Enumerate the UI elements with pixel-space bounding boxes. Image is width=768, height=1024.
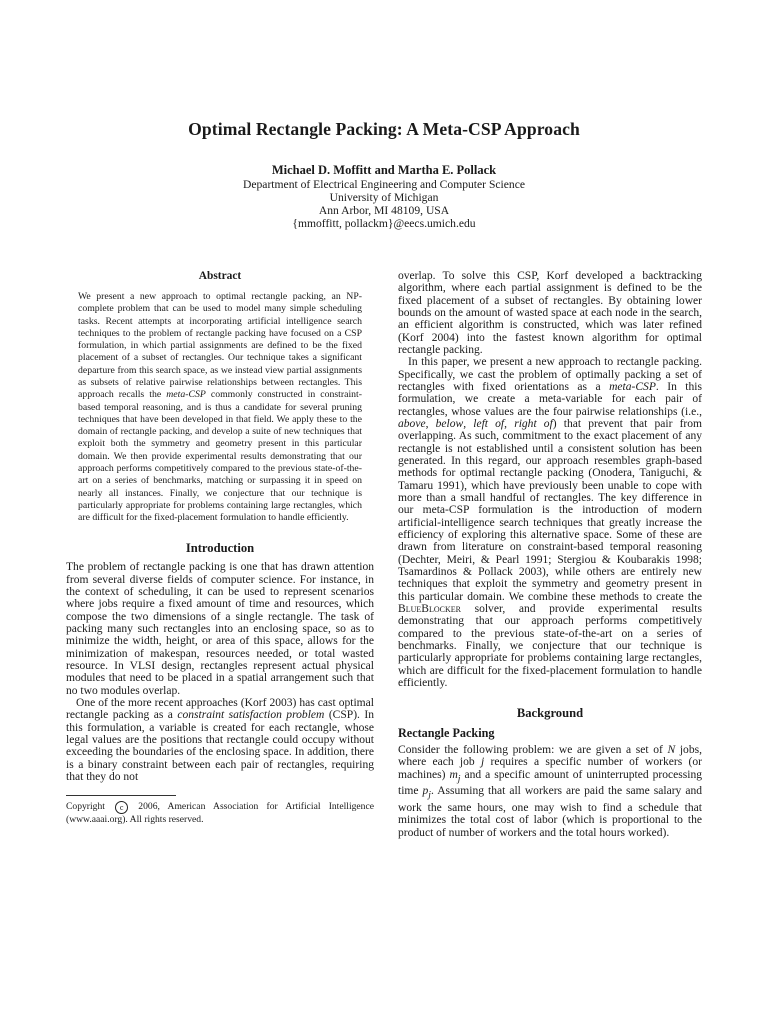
math-subscript-j: j <box>428 789 431 801</box>
intro-p3-part-d: solver, and provide experimental results demonstrating that our approach performs competitively compared to the previous state-of-the-art on a series of benchmarks. Finally, we conjecture that our technique is particularly appropriate for problems containing large rectangles, which are difficult for the fixed-placement formulation to handle efficiently. <box>398 602 702 689</box>
right-column <box>398 270 702 839</box>
intro-p3-part-c: ) that prevent that pair from overlapping. As such, commitment to the exact placement of any rectangle is not established until a consistent solution has been generated. In this regard, our approach resembles graph-based methods for optimal rectangle packing (Onodera, Taniguchi, & Tamaru 1991), which have previously been unable to cope with more than a small handful of rectangles. The key difference in our meta-CSP formulation is the introduction of modern artificial-intelligence search techniques that greatly increase the efficiency of exploring this alternative space. Some of these are drawn from literature on constraint-based temporal reasoning (Dechter, Meiri, & Pearl 1991; Stergiou & Koubarakis 1998; Tsamardinos & Pollack 2003), while others are entirely new techniques that exploit the symmetry and geometry present in this particular domain. We combine these methods to create the <box>398 417 703 603</box>
abstract-emphasis-meta-csp: meta-CSP <box>166 389 206 401</box>
math-var-p: p <box>422 785 429 798</box>
affiliation-block <box>0 178 768 230</box>
abstract-heading: Abstract <box>198 270 242 282</box>
relation-above: above <box>398 417 426 430</box>
footnote-rule <box>66 795 176 796</box>
solver-name: BlueBlocker <box>398 602 461 615</box>
affiliation-university: University of Michigan <box>329 191 439 204</box>
bg-part-b: jobs, where each job <box>398 744 702 769</box>
section-heading-background: Background <box>516 706 584 721</box>
abstract-text <box>78 291 362 524</box>
author-list: Michael D. Moffitt and Martha E. Pollack <box>271 163 497 177</box>
comma-separator: , <box>504 417 515 430</box>
section-heading-introduction: Introduction <box>185 541 255 556</box>
intro-p3-emphasis-meta-csp: meta-CSP <box>609 380 656 393</box>
comma-separator: , <box>425 417 436 430</box>
intro-paragraph-2 <box>66 697 374 783</box>
bg-part-c: requires a specific number of workers (or machines) <box>398 756 702 781</box>
intro-paragraph-3 <box>398 356 702 689</box>
affiliation-department: Department of Electrical Engineering and Computer Science <box>242 178 525 191</box>
intro-paragraph-2-continued: overlap. To solve this CSP, Korf developed a backtracking algorithm, where each partial assignment is defined to be the fixed placement of a subset of rectangles. By obtaining lower bounds on the amount of wasted space at each node in the search, an efficient algorithm is constructed, which was later refined (Korf 2004) into the fastest known algorithm for optimal rectangle packing. <box>398 270 702 356</box>
relation-below: below <box>435 417 464 430</box>
copyright-label: Copyright <box>66 801 105 813</box>
copyright-icon: c <box>115 801 128 814</box>
relation-right-of: right of <box>514 417 553 430</box>
intro-paragraph-1: The problem of rectangle packing is one that has drawn attention from several diverse fields of computer science. For instance, in the context of scheduling, it can be used to represent scenarios where jobs require a fixed amount of time and resources, which compose the two dimensions of a single rectangle. The task of packing many such rectangles into an enclosing space, so as to minimize the width, height, or area of this space, allows for the minimization of makespan, resources needed, or total wasted resource. In VLSI design, rectangles represent actual physical modules that need to be placed in a spatial arrangement such that no two modules overlap. <box>66 561 374 697</box>
copyright-notice <box>66 801 374 826</box>
intro-p2-part-a: One of the more recent approaches (Korf 2003) has cast optimal rectangle packing as a <box>66 696 374 722</box>
background-paragraph-1 <box>398 744 702 839</box>
math-var-j: j <box>480 756 485 769</box>
relation-left-of: left of <box>473 417 505 430</box>
intro-p2-emphasis: constraint satisfaction problem <box>177 709 325 722</box>
paper-title: Optimal Rectangle Packing: A Meta-CSP Approach <box>188 119 580 139</box>
subsection-heading-rectangle-packing: Rectangle Packing <box>398 726 495 741</box>
intro-p3-part-b: . In this formulation, we create a meta-variable for each pair of rectangles, whose values are the four pairwise relationships (i.e., <box>398 380 702 418</box>
math-var-n: N <box>667 744 676 757</box>
left-column <box>66 270 374 826</box>
bg-part-e: . Assuming that all workers are paid the same salary and work the same hours, one may wish to find a schedule that minimizes the total cost of labor (which is proportional to the product of number of workers and the total hours worked). <box>398 785 702 839</box>
intro-p2-part-b: (CSP). In this formulation, a variable is created for each rectangle, whose legal values are the positions that rectangle could occupy without exceeding the boundaries of the enclosing space. In addition, there is a binary constraint between each pair of rectangles, requiring that they do not <box>66 709 374 783</box>
bg-part-d: and a specific amount of uninterrupted processing time <box>398 768 702 798</box>
affiliation-address: Ann Arbor, MI 48109, USA <box>318 204 450 217</box>
bg-part-a: Consider the following problem: we are given a set of <box>398 744 668 757</box>
math-subscript-j: j <box>457 773 461 785</box>
abstract-part-2: commonly constructed in constraint-based temporal reasoning, and is thus a candidate for several pruning techniques that have been developed in that field. We apply these to the domain of rectangle packing, and develop a suite of new techniques that exploit both the symmetry and geometry present in this particular domain. We then provide experimental results demonstrating that our approach performs competitively compared to the previous state-of-the-art on a series of benchmarks, matching or surpassing it in speed on nearly all instances. Finally, we conjecture that our technique is particularly appropriate for problems containing large rectangles, which are difficult for the fixed-placement formulation to handle efficiently. <box>78 389 362 524</box>
intro-p3-part-a: In this paper, we present a new approach to rectangle packing. Specifically, we cast the problem of optimally packing a set of rectangles with fixed orientations as a <box>398 356 702 393</box>
abstract-part-1: We present a new approach to optimal rectangle packing, an NP-complete problem that can be used to model many simple scheduling tasks. Recent attempts at incorporating artificial intelligence search techniques to the problem of rectangle packing have focused on a CSP formulation, in which partial assignments are defined to be the fixed placement of a subset of rectangles. Our technique takes a significant departure from this search space, as we instead view partial assignments as subsets of relative pairwise relationships between rectangles. This approach recalls the <box>78 291 362 401</box>
comma-separator: , <box>463 417 474 430</box>
math-var-m: m <box>449 768 458 781</box>
affiliation-email: {mmoffitt, pollackm}@eecs.umich.edu <box>292 217 476 230</box>
copyright-text: 2006, American Association for Artificial Intelligence (www.aaai.org). All rights reserved. <box>66 801 374 826</box>
